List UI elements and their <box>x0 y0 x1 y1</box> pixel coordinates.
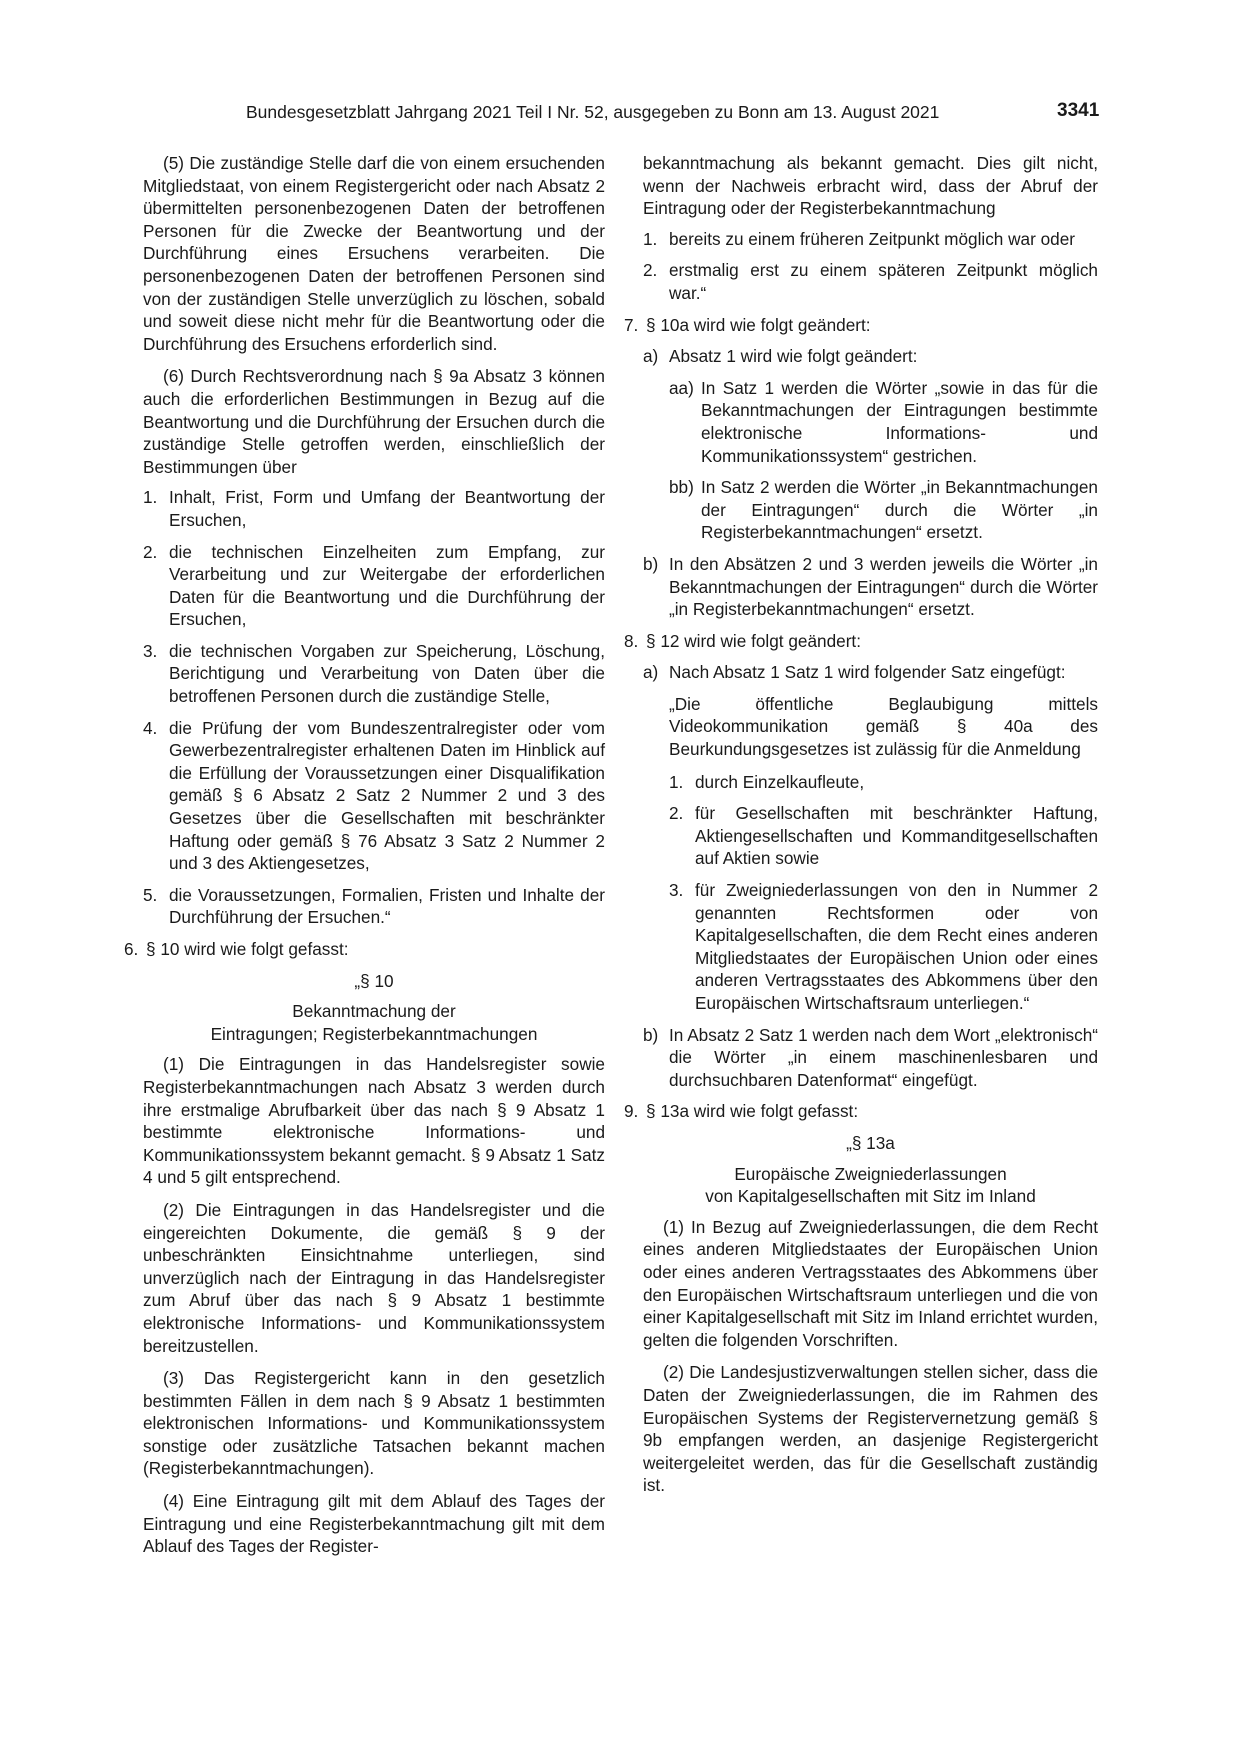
list-item <box>669 879 1098 1015</box>
list-text: die technischen Einzelheiten zum Empfang, zur Verarbeitung und zur Weitergabe der erforderlichen Daten für die Beantwortung und die Durchführung der Ersuchen, <box>169 541 605 630</box>
sub-item-7a <box>643 345 1098 368</box>
list-number: 1. <box>669 771 684 792</box>
sub-item-8a <box>643 661 1098 684</box>
amendment-item-8 <box>624 630 1098 653</box>
right-column <box>624 152 1098 1507</box>
list-text: Inhalt, Frist, Form und Umfang der Beantwortung der Ersuchen, <box>169 487 605 530</box>
list-item <box>143 486 605 531</box>
list-text: für Gesellschaften mit beschränkter Haftung, Aktiengesellschaften und Kommanditgesellschaften auf Aktien sowie <box>695 803 1098 869</box>
section-10-paragraph-1: (1) Die Eintragungen in das Handelsregister sowie Registerbekanntmachungen nach Absatz 3 werden durch ihre erstmalige Abrufbarkeit über das nach § 9 Absatz 1 bestimmte elektronische Informations- und Kommunikationssystem bekannt gemacht. § 9 Absatz 1 Satz 4 und 5 gilt entsprechend. <box>143 1054 605 1188</box>
list-number: 6. <box>124 939 139 959</box>
paragraph-6: (6) Durch Rechtsverordnung nach § 9a Absatz 3 können auch die erforderlichen Bestimmungen in Bezug auf die Beantwortung und die Durchführung der Ersuchen durch die zuständige Stelle getroffen werden, einschließlich der Bestimmungen über <box>143 366 605 477</box>
amendment-item-9 <box>624 1100 1098 1123</box>
list-item <box>143 640 605 708</box>
list-text: für Zweigniederlassungen von den in Nummer 2 genannten Rechtsformen oder von Kapitalgesellschaften, die dem Recht eines anderen Mitgliedstaates der Europäischen Union oder eines anderen Vertragsstaates des Abkommens über den Europäischen Wirtschaftsraum unterliegen.“ <box>695 880 1098 1013</box>
list-number: 9. <box>624 1101 639 1122</box>
list-text: In Absatz 2 Satz 1 werden nach dem Wort „elektronisch“ die Wörter „in einem maschinenlesbaren und durchsuchbaren Datenformat“ eingefügt. <box>669 1024 1098 1090</box>
sub-item-8b <box>643 1024 1098 1092</box>
gazette-title: Bundesgesetzblatt Jahrgang 2021 Teil I Nr. 52, ausgegeben zu Bonn am 13. August 2021 <box>246 102 940 122</box>
list-number: 1. <box>143 487 158 508</box>
list-item <box>643 228 1098 251</box>
list-number: 7. <box>624 314 639 335</box>
list-item <box>143 884 605 929</box>
list-item <box>669 802 1098 870</box>
list-text: § 10 wird wie folgt gefasst: <box>146 939 349 959</box>
list-number: bb) <box>669 477 694 498</box>
list-item <box>143 717 605 875</box>
list-number: aa) <box>669 377 694 398</box>
list-number: 4. <box>143 717 158 738</box>
section-10-paragraph-3: (3) Das Registergericht kann in den gesetzlich bestimmten Fällen in dem nach § 9 Absatz 1 bestimmten elektronischen Informations- und Kommunikationssystem sonstige oder zusätzliche Tatsachen bekannt machen (Registerbekanntmachungen). <box>143 1368 605 1479</box>
list-number: 8. <box>624 630 639 651</box>
inserted-sentence: „Die öffentliche Beglaubigung mittels Videokommunikation gemäß § 40a des Beurkundungsgesetzes ist zulässig für die Anmeldung <box>669 693 1098 760</box>
section-title: Europäische Zweigniederlassungen <box>734 1163 1007 1184</box>
list-text: bereits zu einem früheren Zeitpunkt möglich war oder <box>669 228 1076 249</box>
section-number: „§ 13a <box>846 1132 895 1153</box>
list-number: a) <box>643 662 659 683</box>
sub-item-7b <box>643 553 1098 621</box>
list-text: Nach Absatz 1 Satz 1 wird folgender Satz eingefügt: <box>669 662 1066 683</box>
list-text: die technischen Vorgaben zur Speicherung, Löschung, Berichtigung und Verarbeitung von Daten über die betroffenen Personen durch die zuständige Stelle, <box>169 640 605 707</box>
list-text: In Satz 1 werden die Wörter „sowie in das für die Bekanntmachungen der Eintragungen bestimmte elektronische Informations- und Kommunikationssystem“ gestrichen. <box>701 377 1098 466</box>
list-number: a) <box>643 346 659 367</box>
amendment-item-6 <box>124 938 605 961</box>
list-text: § 12 wird wie folgt geändert: <box>646 630 861 651</box>
page-number: 3341 <box>1057 100 1100 121</box>
list-number: 5. <box>143 884 158 905</box>
list-text: die Prüfung der vom Bundeszentralregister oder vom Gewerbezentralregister erhaltenen Daten im Hinblick auf die Erfüllung der Voraussetzungen einer Disqualifikation gemäß § 6 Absatz 2 Satz 2 Nummer 2 und 3 des Gesetzes über die Gesellschaften mit beschränkter Haftung oder gemäß § 76 Absatz 3 Satz 2 Nummer 2 und 3 des Aktiengesetzes, <box>169 717 605 874</box>
list-text: die Voraussetzungen, Formalien, Fristen und Inhalte der Durchführung der Ersuchen.“ <box>169 884 605 928</box>
list-text: Absatz 1 wird wie folgt geändert: <box>669 346 918 367</box>
list-text: In den Absätzen 2 und 3 werden jeweils die Wörter „in Bekanntmachungen der Eintragungen“ durch die Wörter „in Registerbekanntmachungen“ ersetzt. <box>669 553 1098 620</box>
paragraph-5: (5) Die zuständige Stelle darf die von einem ersuchenden Mitgliedstaat, von einem Registergericht oder nach Absatz 2 übermittelten personenbezogenen Daten der betroffenen Personen für die Zwecke der Beantwortung und der Durchführung eines Ersuchens verarbeiten. Die personenbezogenen Daten der betroffenen Personen sind von der zuständigen Stelle unverzüglich zu löschen, sobald und soweit diese nicht mehr für die Beantwortung oder die Durchführung des Ersuchens erforderlich sind. <box>143 153 605 354</box>
list-text: § 10a wird wie folgt geändert: <box>646 314 871 335</box>
sub-item-7aa <box>669 377 1098 467</box>
section-10-paragraph-2: (2) Die Eintragungen in das Handelsregister und die eingereichten Dokumente, die gemäß § 9 der unbeschränkten Einsichtnahme unterliegen, sind unverzüglich nach der Eintragung in das Handelsregister zum Abruf über das nach § 9 Absatz 1 bestimmte elektronische Informations- und Kommunikationssystem bereitzustellen. <box>143 1199 605 1356</box>
section-number: „§ 10 <box>354 970 394 991</box>
paragraph-continuation: bekanntmachung als bekannt gemacht. Dies gilt nicht, wenn der Nachweis erbracht wird, dass der Abruf der Eintragung oder der Registerbekanntmachung <box>643 153 1098 219</box>
list-number: 1. <box>643 228 658 249</box>
section-13a-paragraph-2: (2) Die Landesjustizverwaltungen stellen sicher, dass die Daten der Zweigniederlassungen, die im Rahmen des Europäischen Systems der Registervernetzung gemäß § 9b empfangen werden, an dasjenige Registergericht weitergeleitet werden, das für die Gesellschaft zuständig ist. <box>643 1362 1098 1496</box>
list-number: 2. <box>143 541 158 562</box>
list-number: b) <box>643 1024 659 1045</box>
section-title: Bekanntmachung der <box>292 1001 456 1022</box>
list-text: erstmalig erst zu einem späteren Zeitpunkt möglich war.“ <box>669 260 1098 303</box>
list-text: durch Einzelkaufleute, <box>695 771 865 792</box>
section-title: von Kapitalgesellschaften mit Sitz im Inland <box>705 1186 1036 1207</box>
section-10-paragraph-4: (4) Eine Eintragung gilt mit dem Ablauf des Tages der Eintragung und eine Registerbekanntmachung gilt mit dem Ablauf des Tages der Register- <box>143 1491 605 1557</box>
amendment-item-7 <box>624 314 1098 337</box>
list-item <box>143 541 605 631</box>
list-number: b) <box>643 553 659 574</box>
sub-item-7bb <box>669 476 1098 544</box>
section-title: Eintragungen; Registerbekanntmachungen <box>210 1023 538 1044</box>
list-text: § 13a wird wie folgt gefasst: <box>646 1101 859 1122</box>
page-header <box>0 100 1241 130</box>
list-number: 2. <box>669 803 684 824</box>
list-number: 3. <box>143 640 158 661</box>
list-item <box>643 259 1098 304</box>
list-text: In Satz 2 werden die Wörter „in Bekanntmachungen der Eintragungen“ durch die Wörter „in Registerbekanntmachungen“ ersetzt. <box>701 477 1098 543</box>
section-13a-paragraph-1: (1) In Bezug auf Zweigniederlassungen, die dem Recht eines anderen Mitgliedstaates der Europäischen Union oder eines anderen Vertragsstaates des Abkommens über den Europäischen Wirtschaftsraum unterliegen und die von einer Kapitalgesellschaft mit Sitz im Inland errichtet wurden, gelten die folgenden Vorschriften. <box>643 1216 1098 1350</box>
list-item <box>669 771 1098 794</box>
list-number: 3. <box>669 880 684 901</box>
left-column <box>124 152 605 1568</box>
list-number: 2. <box>643 260 658 281</box>
